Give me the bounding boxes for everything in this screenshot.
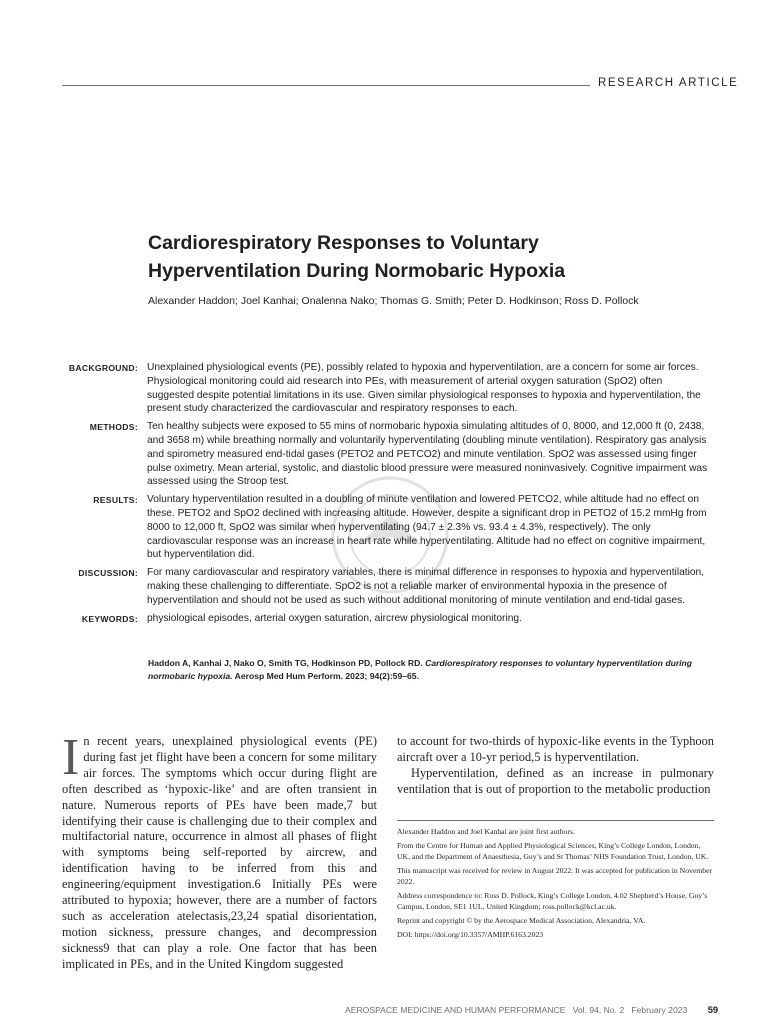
abstract-methods bbox=[62, 420, 712, 489]
abstract-label: BACKGROUND: bbox=[68, 363, 138, 373]
abstract-text: physiological episodes, arterial oxygen saturation, aircrew physiological monitoring. bbox=[147, 612, 522, 624]
abstract-label: RESULTS: bbox=[93, 495, 138, 506]
footnote: Reprint and copyright © by the Aerospace Medical Association, Alexandria, VA. bbox=[397, 916, 646, 925]
footnote: This manuscript was received for review in August 2022. It was accepted for publication in November 2022. bbox=[397, 866, 713, 886]
abstract-label: METHODS: bbox=[89, 422, 138, 433]
header-rule bbox=[62, 85, 590, 86]
footnote: Address correspondence to: Ross D. Pollock, King’s College London, 4.02 Shepherd’s House, Guy’s Campus, London, SE1 1UL, United Kingdom; ross.pollock@kcl.ac.uk. bbox=[397, 891, 708, 911]
footnote: From the Centre for Human and Applied Physiological Sciences, King’s College London, London, UK, and the Department of Anaesthesia, Guy’s and St Thomas’ NHS Foundation Trust, London, UK. bbox=[397, 841, 709, 861]
footnote-rule bbox=[397, 820, 714, 821]
abstract bbox=[62, 361, 712, 630]
footer-journal: AEROSPACE MEDICINE AND HUMAN PERFORMANCE bbox=[345, 1005, 566, 1015]
abstract-keywords bbox=[62, 612, 712, 627]
citation-journal: Aerosp Med Hum Perform. 2023; 94(2):59–65. bbox=[234, 671, 419, 681]
page-footer bbox=[345, 1004, 719, 1015]
body-paragraph: n recent years, unexplained physiological events (PE) during fast jet flight have been a concern for some military air forces. The symptoms which occur during flight are often described as ‘hypoxic-like’ and are often transient in nature. Numerous reports of PEs have been made,7 but identifying their cause is challenging due to their complex and multifactorial nature, occurrence in almost all phases of flight with symptoms being self-reported by aircrew, and identification having to be inferred from this and engineering/equipment investigation.6 Initially PEs were attributed to hypoxia; however, there are a number of factors such as acceleration atelectasis,23,24 spatial disorientation, motion sickness, pressure changes, and decompression sickness9 that can play a role. One factor that has been implicated in PEs, and in the United Kingdom suggested bbox=[62, 734, 377, 971]
body-paragraph: Hyperventilation, defined as an increase in pulmonary ventilation that is out of proportion to the metabolic production bbox=[397, 765, 714, 796]
footnote-doi: DOI: https://doi.org/10.3357/AMHP.6163.2023 bbox=[397, 930, 544, 939]
footer-volume: Vol. 94, No. 2 bbox=[572, 1005, 625, 1015]
abstract-discussion bbox=[62, 566, 712, 607]
citation-title: Cardiorespiratory responses to voluntary hyperventilation during normobaric hypoxia. bbox=[148, 658, 693, 681]
citation-authors: Haddon A, Kanhai J, Nako O, Smith TG, Hodkinson PD, Pollock RD. bbox=[148, 658, 423, 668]
article-title bbox=[148, 229, 708, 285]
abstract-text: Ten healthy subjects were exposed to 55 mins of normobaric hypoxia simulating altitudes of 0, 8000, and 12,000 ft (0, 2438, and 3658 m) while breathing normally and voluntarily hyperventilating (doubling minute ventilation). Respiratory gas analysis and spirometry measured end-tidal gases (PETO2 and PETCO2) and minute ventilation. SpO2 was assessed using finger pulse oximetry. Mean arterial, systolic, and diastolic blood pressure were measured noninvasively. Cognitive impairment was assessed using the Stroop test. bbox=[147, 421, 708, 488]
author-list: Alexander Haddon; Joel Kanhai; Onalenna Nako; Thomas G. Smith; Peter D. Hodkinson; Ross D. Pollock bbox=[148, 295, 639, 307]
title-line-1: Cardiorespiratory Responses to Voluntary bbox=[148, 232, 539, 254]
section-label: RESEARCH ARTICLE bbox=[598, 77, 739, 89]
abstract-text: For many cardiovascular and respiratory variables, there is minimal difference in responses to hypoxia and hyperventilation, making these challenging to differentiate. SpO2 is not a reliable marker of environmental hypoxia in the presence of hyperventilation and should not be used as such without additional monitoring of minute ventilation and end-tidal gases. bbox=[147, 567, 705, 606]
title-line-2: Hyperventilation During Normobaric Hypoxia bbox=[148, 260, 566, 282]
body-paragraph: to account for two-thirds of hypoxic-like events in the Typhoon aircraft over a 10-yr period,5 is hyperventilation. bbox=[397, 734, 714, 764]
page-number: 59 bbox=[707, 1004, 719, 1015]
body-left-column bbox=[62, 729, 377, 973]
abstract-label: KEYWORDS: bbox=[81, 613, 138, 624]
abstract-text: Voluntary hyperventilation resulted in a doubling of minute ventilation and lowered PETCO2, while altitude had no effect on these. PETO2 and SpO2 declined with increasing altitude. However, despite a significant drop in PETO2 of 15.2 mmHg from 8000 to 12,000 ft, SpO2 was similar when hyperventilating (94.7 ± 2.3% vs. 93.4 ± 4.3%, respectively). The only cardiovascular response was an increase in heart rate while hyperventilating. Altitude had no effect on cognitive impairment, but hyperventilation did. bbox=[147, 494, 707, 561]
footnote: Alexander Haddon and Joel Kanhai are joint first authors. bbox=[397, 827, 575, 836]
abstract-background bbox=[62, 361, 712, 416]
abstract-text: Unexplained physiological events (PE), possibly related to hypoxia and hyperventilation, are a concern for some air forces. Physiological monitoring could aid research into PEs, with measurement of arterial oxygen saturation (SpO2) often suggested despite potential limitations in its use. Given similar physiological responses to hypoxia and hyperventilation, the present study characterized the cardiovascular and respiratory responses to each. bbox=[147, 362, 701, 415]
footer-date: February 2023 bbox=[631, 1005, 688, 1015]
citation bbox=[148, 657, 718, 683]
body-right-column bbox=[397, 734, 714, 798]
abstract-label: DISCUSSION: bbox=[78, 568, 138, 579]
footnotes bbox=[397, 826, 714, 943]
drop-cap: I bbox=[62, 729, 80, 786]
abstract-results bbox=[62, 493, 712, 562]
